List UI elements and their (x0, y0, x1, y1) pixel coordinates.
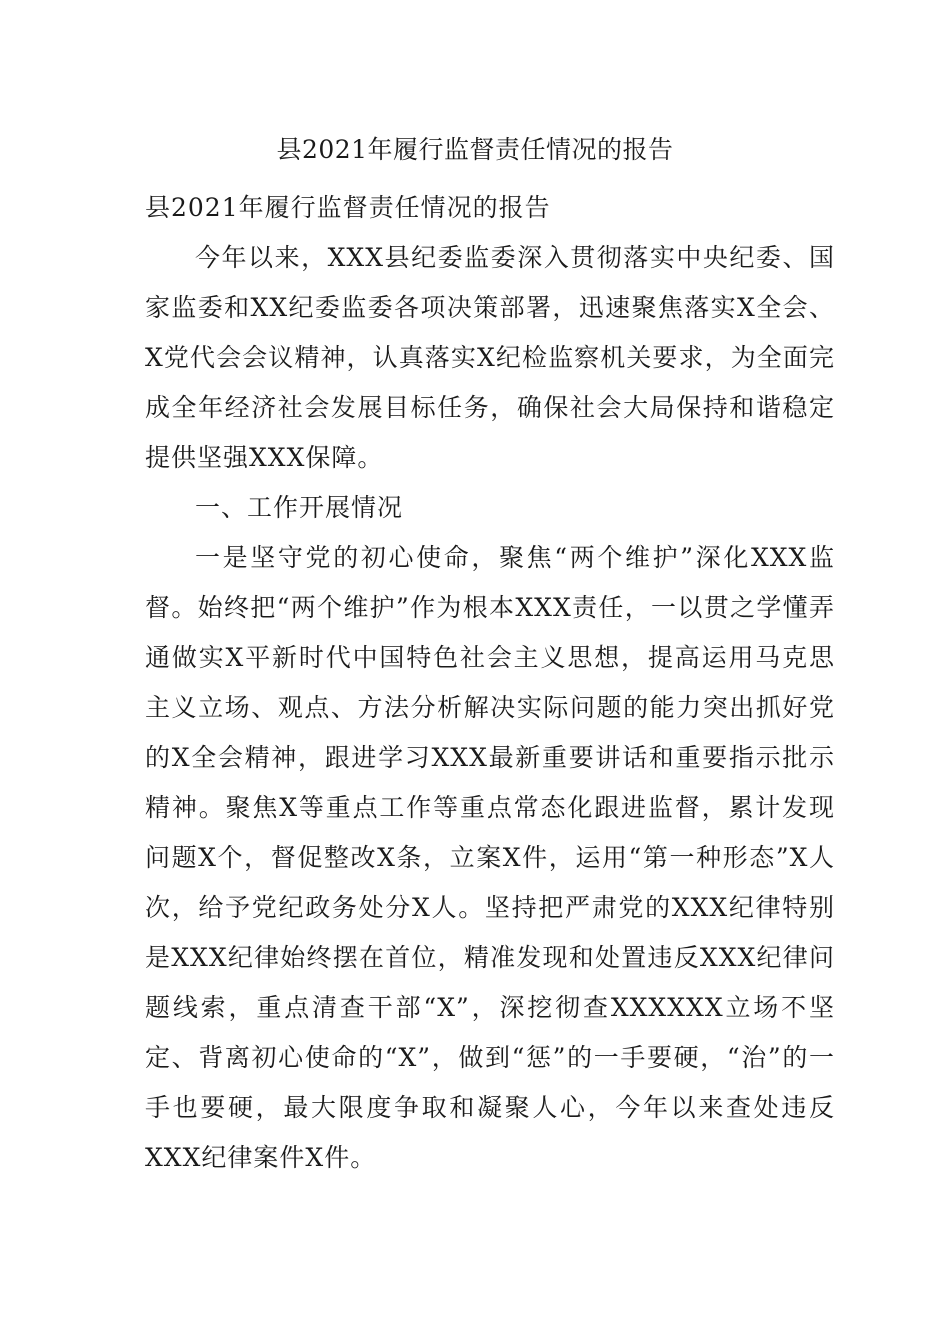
document-subtitle: 县2021年履行监督责任情况的报告 (145, 193, 551, 222)
body-paragraph: 一是坚守党的初心使命，聚焦“两个维护”深化XXX监督。始终把“两个维护”作为根本XXX责任，一以贯之学懂弄通做实X平新时代中国特色社会主义思想，提高运用马克思主义立场、观点、方法分析解决实际问题的能力突出抓好党的X全会精神，跟进学习XXX最新重要讲话和重要指示批示精神。聚焦X等重点工作等重点常态化跟进监督，累计发现问题X个，督促整改X条，立案X件，运用“第一种形态”X人次，给予党纪政务处分X人。坚持把严肃党的XXX纪律特别是XXX纪律始终摆在首位，精准发现和处置违反XXX纪律问题线索，重点清查干部“X”，深挖彻查XXXXXX立场不坚定、背离初心使命的“X”，做到“惩”的一手要硬，“治”的一手也要硬，最大限度争取和凝聚人心，今年以来查处违反XXX纪律案件X件。 (145, 543, 835, 1172)
document-title: 县2021年履行监督责任情况的报告 (276, 135, 674, 164)
document-body (145, 183, 835, 1183)
intro-paragraph: 今年以来，XXX县纪委监委深入贯彻落实中央纪委、国家监委和XX纪委监委各项决策部署，迅速聚焦落实X全会、X党代会会议精神，认真落实X纪检监察机关要求，为全面完成全年经济社会发展目标任务，确保社会大局保持和谐稳定提供坚强XXX保障。 (145, 243, 835, 472)
section-heading: 一、工作开展情况 (195, 493, 404, 522)
